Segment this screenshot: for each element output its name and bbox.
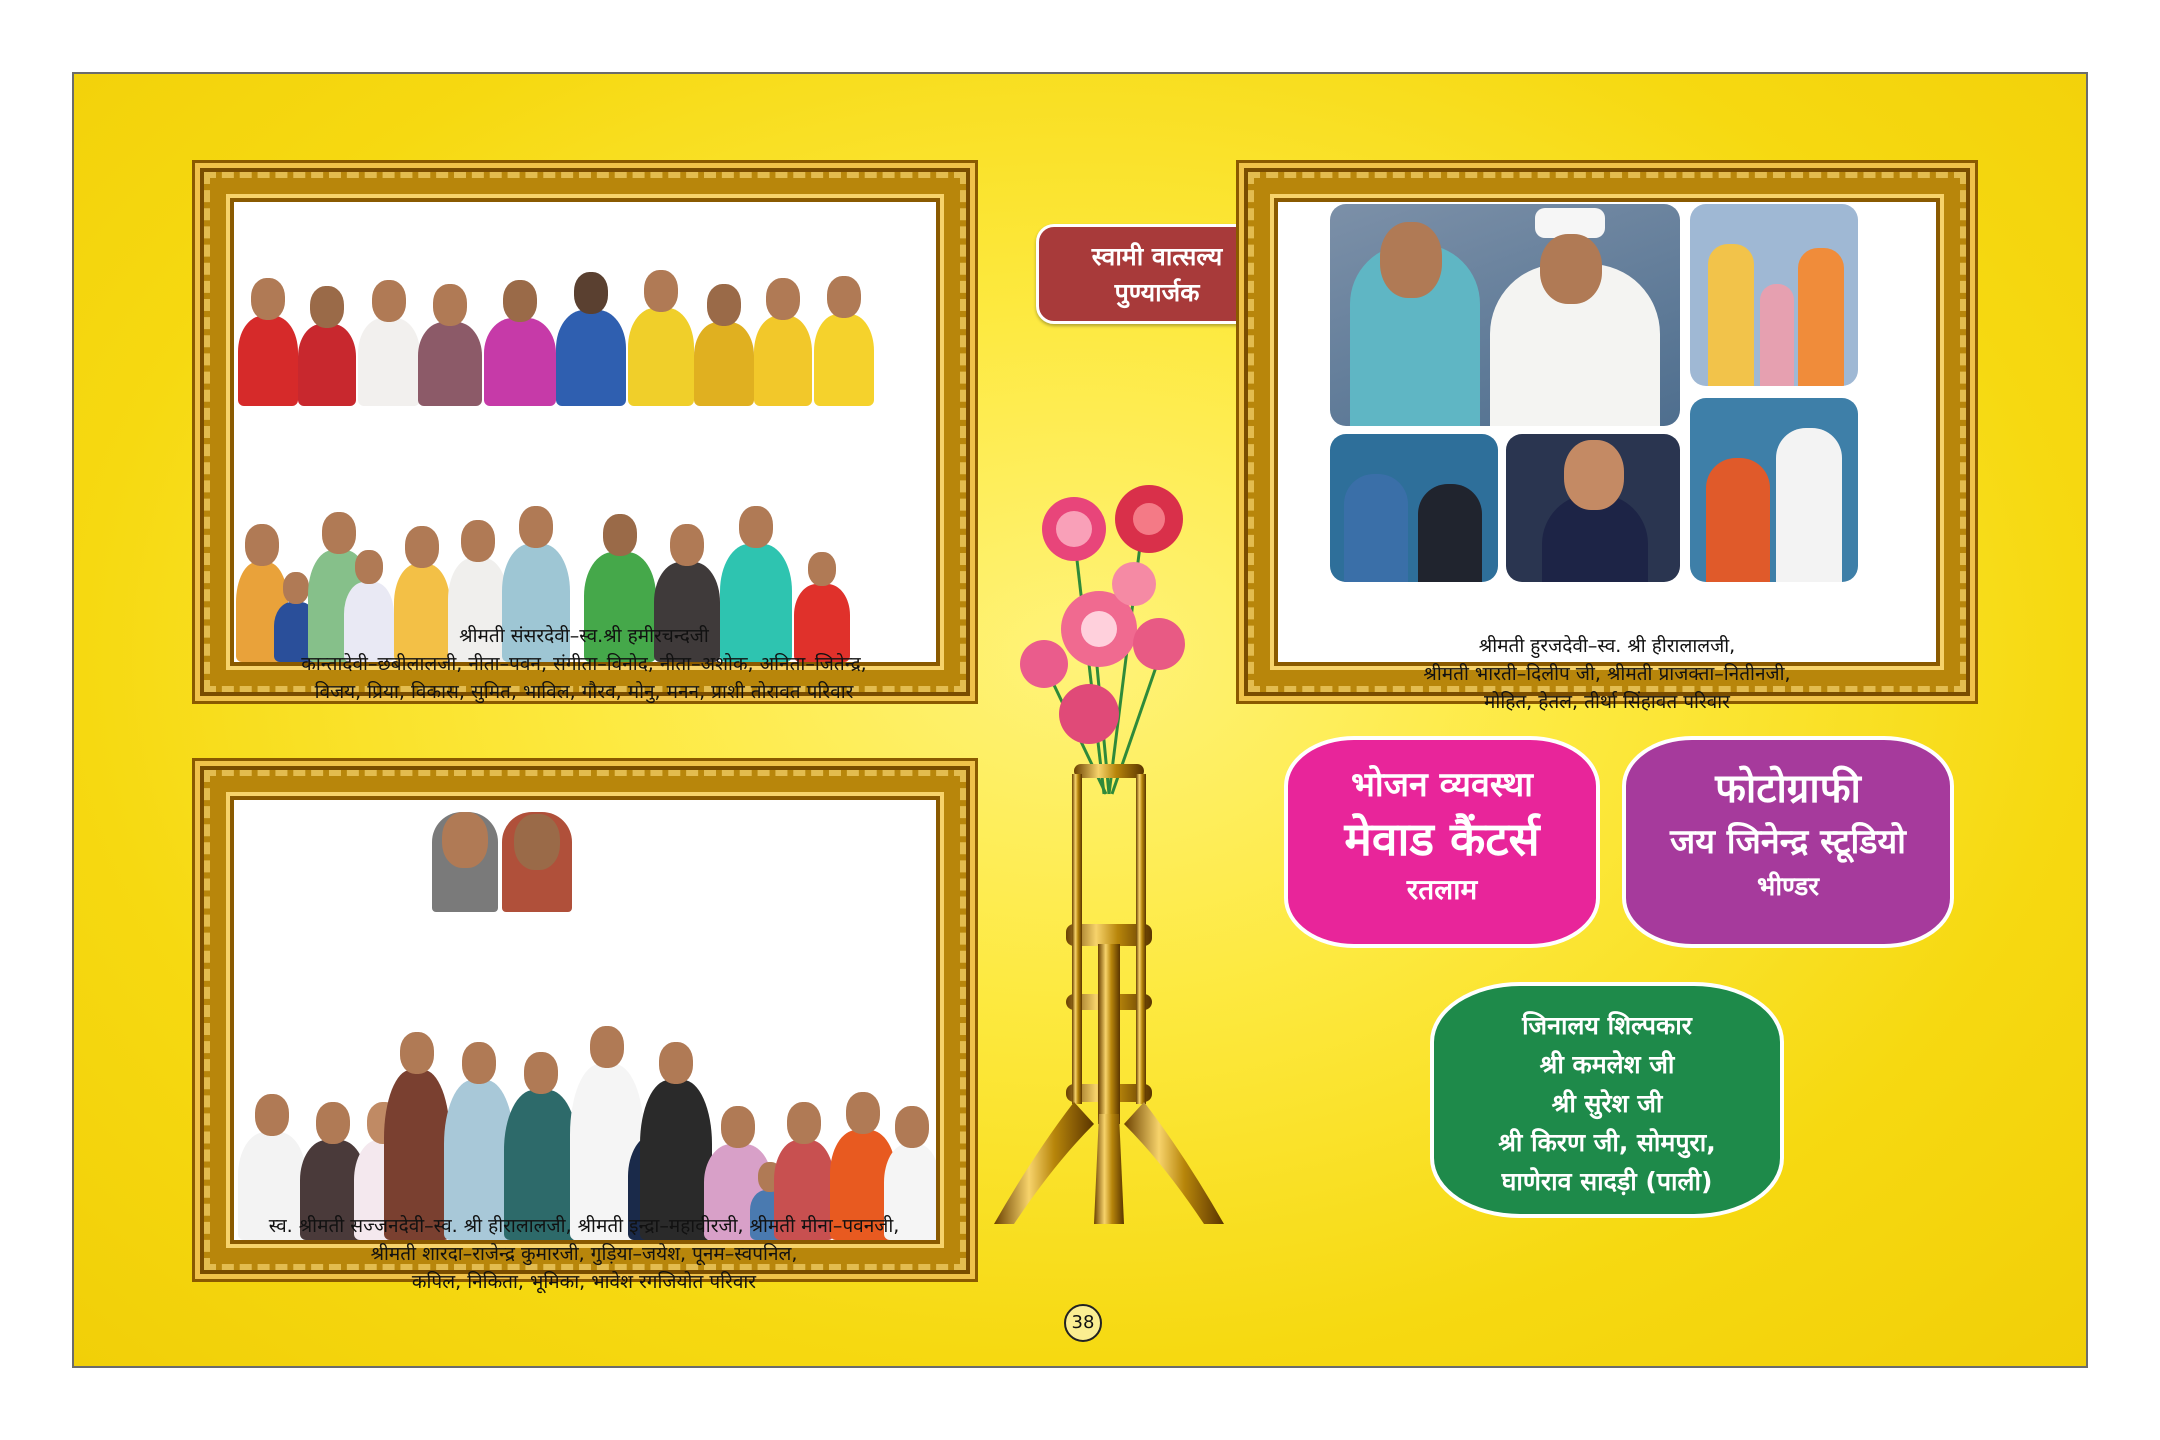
girl-photo [1506,434,1680,582]
family-photo-sinhawat [1278,202,1936,662]
catering-name: मेवाड कैंटर्स [1344,812,1540,866]
photography-badge [1622,736,1954,948]
family-photo-small-1 [1690,204,1858,386]
sculptor-line: जिनालय शिल्पकार [1522,1011,1692,1040]
caption-line: श्रीमती शारदा–राजेन्द्र कुमारजी, गुड़िया–जयेश, पूनम–स्वपनिल, [370,1243,798,1265]
swami-vatsalya-ribbon [1036,224,1278,324]
caption-sinhawat-family [1246,632,1968,716]
sculptor-line: श्री किरण जी, सोमपुरा, [1498,1128,1716,1157]
caption-line: कान्तादेवी–छबीलालजी, नीता–पवन, संगीता–विनोद, नीता–अशोक, अनिता–जितेन्द्र, [301,653,867,675]
caption-line: स्व. श्रीमती सज्जनदेवी–स्व. श्री हीरालालजी, श्रीमती इन्द्रा–महावीरजी, श्रीमती मीना–पवनजी, [268,1215,900,1237]
caption-line: मोहित, हेतल, तीर्था सिंहावत परिवार [1484,691,1730,713]
siblings-photo [1330,434,1498,582]
caption-torawat-family [184,622,984,706]
sculptor-line: श्री कमलेश जी [1539,1050,1675,1079]
catering-city: रतलाम [1406,873,1478,906]
caption-line: विजय, प्रिया, विकास, सुमित, भाविल, गौरव, मोनु, मनन, प्राशी तोरावत परिवार [314,681,854,703]
brochure-page [72,72,2088,1368]
photo-frame-bottom-left [204,770,966,1270]
sculptor-line: घाणेराव सादड़ी (पाली) [1501,1167,1713,1196]
caption-line: श्रीमती हुरजदेवी–स्व. श्री हीरालालजी, [1478,635,1736,657]
flower-vase-illustration [974,434,1244,1234]
family-photo-ragjiyot [234,800,936,1240]
caption-line: श्रीमती संसरदेवी–स्व.श्री हमीरचन्दजी [459,625,709,647]
sculptor-badge [1430,982,1784,1218]
photography-studio-name: जय जिनेन्द्र स्टूडियो [1670,822,1906,862]
ribbon-line-2: पुण्यार्जक [1114,278,1200,307]
couple-photo [1330,204,1680,426]
page-number: 38 [1064,1304,1102,1342]
catering-title: भोजन व्यवस्था [1351,765,1533,805]
ribbon-line-1: स्वामी वात्सल्य [1091,242,1223,271]
photography-city: भीण्डर [1757,872,1819,902]
photo-frame-top-right [1248,172,1966,692]
caption-line: कपिल, निकिता, भूमिका, भावेश रगजियोत परिवार [411,1271,757,1293]
caption-line: श्रीमती भारती–दिलीप जी, श्रीमती प्राजक्ता–नितीनजी, [1423,663,1791,685]
catering-badge [1284,736,1600,948]
photography-title: फोटोग्राफी [1715,766,1861,812]
family-photo-torawat [234,202,936,662]
sculptor-line: श्री सुरेश जी [1551,1089,1663,1118]
photo-frame-top-left [204,172,966,692]
couple-photo-small [1690,398,1858,582]
caption-ragjiyot-family [164,1212,1004,1296]
lotus-flower-icon [1020,485,1185,744]
